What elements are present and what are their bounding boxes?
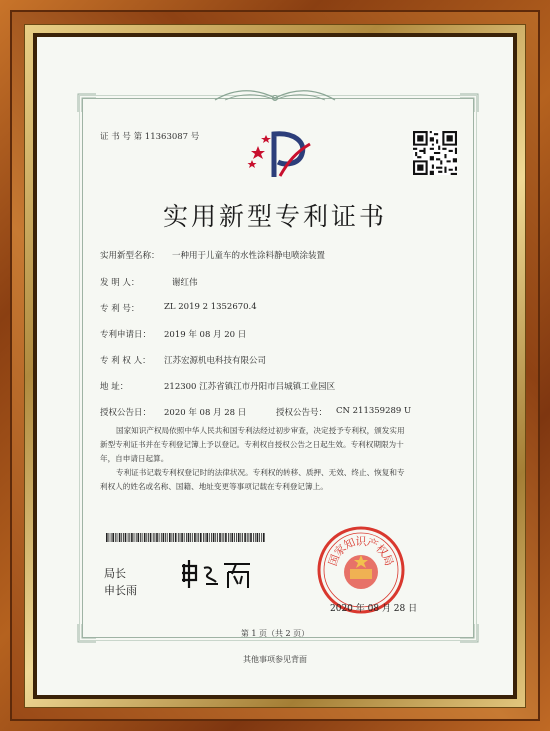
cnipa-logo-icon — [244, 122, 316, 182]
patentee-value: 江苏宏源机电科技有限公司 — [164, 356, 267, 366]
seal-character: 产 — [364, 535, 380, 552]
corner-ornament-icon — [76, 92, 98, 114]
seal-character: 家 — [331, 541, 349, 559]
address-value: 212300 江苏省镇江市丹阳市吕城镇工业园区 — [164, 382, 336, 392]
page-indicator: 第 1 页（共 2 页） — [240, 629, 310, 638]
seal-character: 局 — [379, 552, 396, 568]
paragraph-line: 新型专利证书并在专利登记簿上予以登记。专利权自授权公告之日起生效。专利权期限为十 — [100, 440, 404, 449]
utility-name-value: 一种用于儿童车的水性涂料静电喷涂装置 — [172, 251, 326, 261]
seal-date: 2020 年 08 月 28 日 — [330, 604, 418, 614]
grant-date-label: 授权公告日： — [100, 408, 152, 418]
filing-date-label: 专利申请日： — [100, 330, 152, 340]
certificate-title: 实用新型专利证书 — [162, 202, 387, 231]
corner-ornament-icon — [458, 92, 480, 114]
signatory-name: 申长雨 — [104, 584, 137, 597]
utility-name-label: 实用新型名称： — [100, 251, 160, 261]
inventor-value: 谢红伟 — [172, 278, 198, 288]
seal-character: 识 — [355, 535, 367, 548]
seal-character: 国 — [326, 552, 343, 568]
certificate-number: 证 书 号 第 11363087 号 — [100, 132, 200, 142]
grant-date-value: 2020 年 08 月 28 日 — [164, 408, 247, 418]
paragraph-line: 国家知识产权局依照中华人民共和国专利法经过初步审查，决定授予专利权，颁发实用 — [116, 426, 405, 435]
statement-paragraph-1 — [100, 424, 460, 466]
paragraph-line: 专利证书记载专利权登记时的法律状况。专利权的转移、质押、无效、终止、恢复和专 — [116, 468, 405, 477]
grant-number-label: 授权公告号： — [276, 408, 328, 418]
patentee-label: 专 利 权 人： — [100, 356, 151, 366]
address-label: 地 址： — [100, 382, 129, 392]
filing-date-value: 2019 年 08 月 20 日 — [164, 330, 247, 340]
signature-icon — [178, 556, 258, 592]
barcode-icon — [106, 533, 266, 542]
paragraph-line: 年，自申请日起算。 — [100, 454, 169, 463]
patent-number-value: ZL 2019 2 1352670.4 — [164, 302, 257, 312]
patent-number-label: 专 利 号： — [100, 304, 140, 314]
qr-code-icon — [413, 131, 457, 175]
statement-paragraph-2 — [100, 466, 460, 494]
seal-character: 知 — [342, 535, 358, 552]
inventor-label: 发 明 人： — [100, 278, 140, 288]
footer-note: 其他事项参见背面 — [243, 655, 307, 664]
seal-character: 权 — [373, 541, 391, 559]
ornament-icon — [210, 86, 340, 106]
paragraph-line: 利权人的姓名或名称、国籍、地址变更等事项记载在专利登记簿上。 — [100, 482, 328, 491]
signatory-title: 局长 — [104, 567, 126, 580]
grant-number-value: CN 211359289 U — [336, 406, 412, 416]
